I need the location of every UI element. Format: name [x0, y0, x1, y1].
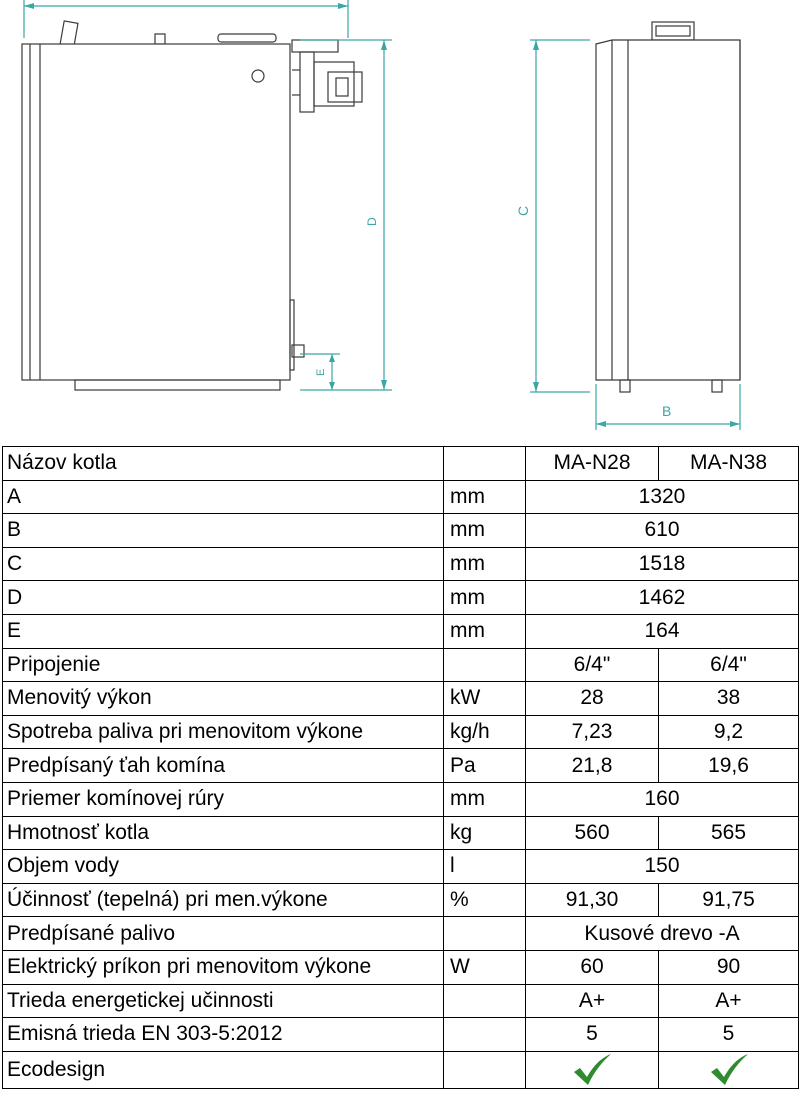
- param-value: A+: [659, 984, 799, 1018]
- table-row: [3, 950, 799, 984]
- param-unit: mm: [444, 782, 526, 816]
- param-unit: l: [444, 850, 526, 884]
- param-value-shared: 164: [526, 614, 799, 648]
- param-label: Predpísaný ťah komína: [3, 749, 444, 783]
- param-value-shared: 1462: [526, 581, 799, 615]
- param-unit: %: [444, 883, 526, 917]
- table-row: [3, 682, 799, 716]
- param-label: B: [3, 514, 444, 548]
- technical-spec-table: [2, 446, 799, 1089]
- param-value: 5: [659, 1018, 799, 1052]
- param-value: 19,6: [659, 749, 799, 783]
- param-value-shared: 610: [526, 514, 799, 548]
- param-label: D: [3, 581, 444, 615]
- table-row: [3, 480, 799, 514]
- param-value: 28: [526, 682, 659, 716]
- param-unit: mm: [444, 480, 526, 514]
- param-value-shared: 1320: [526, 480, 799, 514]
- model-name: MA-N38: [659, 447, 799, 481]
- param-value: 91,30: [526, 883, 659, 917]
- param-value-shared: 1518: [526, 547, 799, 581]
- table-row: [3, 749, 799, 783]
- table-row: [3, 648, 799, 682]
- param-value: 90: [659, 950, 799, 984]
- param-label: Účinnosť (tepelná) pri men.výkone: [3, 883, 444, 917]
- param-label: Priemer komínovej rúry: [3, 782, 444, 816]
- param-value: 565: [659, 816, 799, 850]
- param-value-shared: Kusové drevo -A: [526, 917, 799, 951]
- param-label: Menovitý výkon: [3, 682, 444, 716]
- param-value: 6/4": [526, 648, 659, 682]
- param-value-shared: 150: [526, 850, 799, 884]
- param-label: Spotreba paliva pri menovitom výkone: [3, 715, 444, 749]
- param-label: A: [3, 480, 444, 514]
- param-unit: [444, 1051, 526, 1088]
- model-name: MA-N28: [526, 447, 659, 481]
- param-value: 560: [526, 816, 659, 850]
- param-value: 6/4": [659, 648, 799, 682]
- check-icon: [570, 1052, 614, 1088]
- param-value: A+: [526, 984, 659, 1018]
- front-view: [22, 0, 392, 390]
- param-label: Objem vody: [3, 850, 444, 884]
- param-label: Trieda energetickej učinnosti: [3, 984, 444, 1018]
- param-unit: W: [444, 950, 526, 984]
- table-row: [3, 581, 799, 615]
- param-value: 91,75: [659, 883, 799, 917]
- param-label: Predpísané palivo: [3, 917, 444, 951]
- table-row: [3, 816, 799, 850]
- param-unit: mm: [444, 547, 526, 581]
- table-row: [3, 984, 799, 1018]
- table-header-row: [3, 447, 799, 481]
- param-unit: mm: [444, 581, 526, 615]
- param-unit: mm: [444, 614, 526, 648]
- table-row: [3, 782, 799, 816]
- boiler-dimension-drawing: [0, 0, 800, 446]
- param-value-shared: 160: [526, 782, 799, 816]
- header-label: Názov kotla: [3, 447, 444, 481]
- table-row: [3, 883, 799, 917]
- param-unit: Pa: [444, 749, 526, 783]
- check-icon: [707, 1052, 751, 1088]
- dim-label-d: D: [365, 217, 379, 226]
- param-label: E: [3, 614, 444, 648]
- table-row: [3, 715, 799, 749]
- param-label: Elektrický príkon pri menovitom výkone: [3, 950, 444, 984]
- param-label: Ecodesign: [3, 1051, 444, 1088]
- table-row: [3, 917, 799, 951]
- ecodesign-cell: [526, 1051, 659, 1088]
- param-unit: [444, 648, 526, 682]
- ecodesign-cell: [659, 1051, 799, 1088]
- param-value: 9,2: [659, 715, 799, 749]
- param-unit: [444, 984, 526, 1018]
- param-unit: kg: [444, 816, 526, 850]
- param-value: 60: [526, 950, 659, 984]
- param-unit: kg/h: [444, 715, 526, 749]
- side-view: [530, 22, 740, 430]
- header-unit: [444, 447, 526, 481]
- param-unit: kW: [444, 682, 526, 716]
- param-value: 5: [526, 1018, 659, 1052]
- param-unit: [444, 917, 526, 951]
- dim-label-b: B: [662, 403, 672, 419]
- param-value: 7,23: [526, 715, 659, 749]
- table-row: [3, 850, 799, 884]
- table-row: [3, 1051, 799, 1088]
- dim-label-c: C: [515, 205, 531, 216]
- table-row: [3, 1018, 799, 1052]
- table-row: [3, 614, 799, 648]
- param-value: 21,8: [526, 749, 659, 783]
- param-label: Emisná trieda EN 303-5:2012: [3, 1018, 444, 1052]
- dim-label-e: E: [315, 368, 327, 376]
- param-unit: mm: [444, 514, 526, 548]
- param-unit: [444, 1018, 526, 1052]
- param-label: Pripojenie: [3, 648, 444, 682]
- table-row: [3, 514, 799, 548]
- table-row: [3, 547, 799, 581]
- param-label: Hmotnosť kotla: [3, 816, 444, 850]
- param-value: 38: [659, 682, 799, 716]
- param-label: C: [3, 547, 444, 581]
